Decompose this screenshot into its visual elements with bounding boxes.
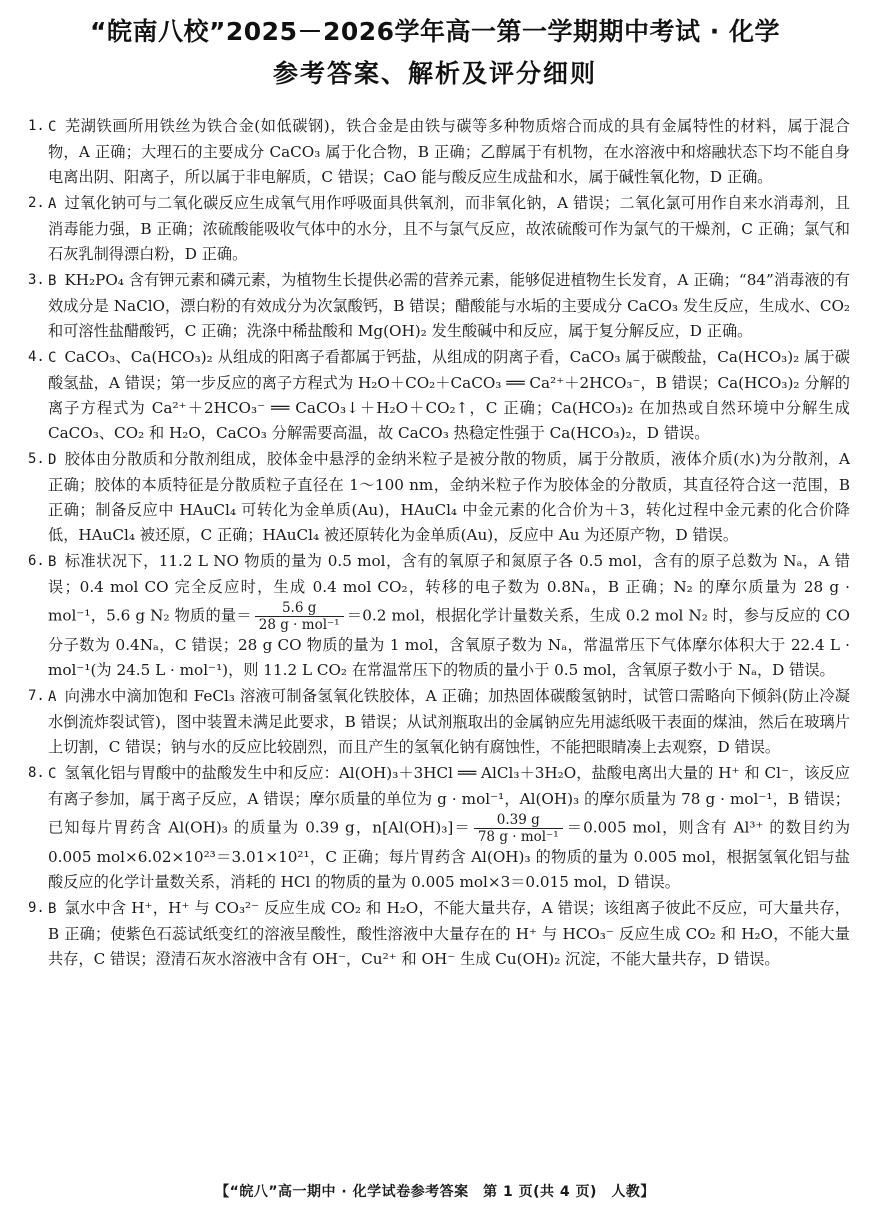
answer-item-3: [28, 268, 850, 344]
page-title: “皖南八校”2025－2026学年高一第一学期期中考试 · 化学: [90, 17, 780, 46]
answer-explanation: 过氧化钠可与二氧化碳反应生成氧气用作呼吸面具供氧剂，而非氧化钠，A 错误；二氧化氯可用作自来水消毒剂，且消毒能力强，B 正确；浓硫酸能吸收气体中的水分，且不与氯气反应，故浓硫酸可作为氯气的干燥剂，C 正确；氯气和石灰乳制得漂白粉，D 正确。: [48, 194, 850, 263]
fraction-denominator: 28 g · mol⁻¹: [258, 617, 340, 633]
fraction: [474, 812, 563, 845]
answer-explanation: 标准状况下，11.2 L NO 物质的量为 0.5 mol，含有的氧原子和氮原子各 0.5 mol，含有的原子总数为 Nₐ，A 错误；0.4 mol CO 完全反应时，生成 0.4 mol CO₂，转移的电子数为 0.8Nₐ，B 正确；N₂ 的摩尔质量为 28 g · mol⁻¹，5.6 g N₂ 物质的量＝: [48, 552, 850, 625]
answer-choice: B: [48, 273, 57, 289]
question-number: 2.: [28, 195, 45, 211]
page-subtitle: 参考答案、解析及评分细则: [272, 59, 597, 88]
answer-choice: A: [48, 196, 57, 212]
question-number: 6.: [28, 553, 45, 569]
question-number: 3.: [28, 272, 45, 288]
question-number: 4.: [28, 349, 45, 365]
answer-item-5: [28, 447, 850, 548]
answer-explanation: 向沸水中滴加饱和 FeCl₃ 溶液可制备氢氧化铁胶体，A 正确；加热固体碳酸氢钠时，试管口需略向下倾斜(防止冷凝水倒流炸裂试管)，图中装置未满足此要求，B 错误；从试剂瓶取出的金属钠应先用滤纸吸干表面的煤油，然后在玻璃片上切割，C 错误；钠与水的反应比较剧烈，而且产生的氢氧化钠有腐蚀性，不能把眼睛凑上去观察，D 错误。: [48, 687, 850, 756]
answer-explanation: CaCO₃、Ca(HCO₃)₂ 从组成的阳离子看都属于钙盐，从组成的阴离子看，CaCO₃ 属于碳酸盐，Ca(HCO₃)₂ 属于碳酸氢盐，A 错误；第一步反应的离子方程式为 H₂O＋CO₂＋CaCO₃ ══ Ca²⁺＋2HCO₃⁻，B 错误；Ca(HCO₃)₂ 分解的离子方程式为 Ca²⁺＋2HCO₃⁻ ══ CaCO₃↓＋H₂O＋CO₂↑，C 正确；Ca(HCO₃)₂ 在加热或自然环境中分解生成 CaCO₃、CO₂ 和 H₂O，CaCO₃ 分解需要高温，故 CaCO₃ 热稳定性强于 Ca(HCO₃)₂，D 错误。: [48, 348, 850, 442]
answer-explanation: 氯水中含 H⁺，H⁺ 与 CO₃²⁻ 反应生成 CO₂ 和 H₂O，不能大量共存，A 错误；该组离子彼此不反应，可大量共存，B 正确；使紫色石蕊试纸变红的溶液呈酸性，酸性溶液中大量存在的 H⁺ 与 HCO₃⁻ 反应生成 CO₂ 和 H₂O，不能大量共存，C 错误；澄清石灰水溶液中含有 OH⁻，Cu²⁺ 和 OH⁻ 生成 Cu(OH)₂ 沉淀，不能大量共存，D 错误。: [48, 899, 850, 968]
answer-explanation: KH₂PO₄ 含有钾元素和磷元素，为植物生长提供必需的营养元素，能够促进植物生长发育，A 正确；“84”消毒液的有效成分是 NaClO，漂白粉的有效成分为次氯酸钙，B 错误；醋酸能与水垢的主要成分 CaCO₃ 发生反应，生成水、CO₂ 和可溶性盐醋酸钙，C 正确；洗涤中稀盐酸和 Mg(OH)₂ 发生酸碱中和反应，属于复分解反应，D 正确。: [48, 271, 850, 340]
answer-item-7: [28, 684, 850, 760]
answer-choice: D: [48, 452, 57, 468]
fraction-denominator: 78 g · mol⁻¹: [477, 829, 559, 845]
answer-choice: B: [48, 901, 57, 917]
answer-choice: C: [48, 766, 57, 782]
answer-item-6: [28, 549, 850, 683]
answer-item-2: [28, 191, 850, 267]
answer-choice: A: [48, 689, 57, 705]
answer-explanation-cont: ＝0.2 mol，根据化学计量数关系，生成 0.2 mol N₂ 时，参与反应的 CO 分子数为 0.4Nₐ，C 错误；28 g CO 物质的量为 1 mol，含氧原子数为 Nₐ，常温常压下气体摩尔体积大于 22.4 L · mol⁻¹(为 24.5 L · mol⁻¹)，则 11.2 L CO₂ 在常温常压下的物质的量小于 0.5 mol，含氧原子数小于 Nₐ，D 错误。: [48, 606, 850, 679]
question-number: 9.: [28, 900, 45, 916]
answer-choice: B: [48, 554, 57, 570]
fraction-numerator: 5.6 g: [255, 600, 344, 617]
answer-item-4: [28, 345, 850, 446]
question-number: 1.: [28, 118, 45, 134]
answer-choice: C: [48, 119, 57, 135]
answer-explanation: 芜湖铁画所用铁丝为铁合金(如低碳钢)，铁合金是由铁与碳等多种物质熔合而成的具有金属特性的材料，属于混合物，A 正确；大理石的主要成分 CaCO₃ 属于化合物，B 正确；乙醇属于有机物，在水溶液中和熔融状态下均不能自身电离出阴、阳离子，所以属于非电解质，C 错误；CaO 能与酸反应生成盐和水，属于碱性氧化物，D 正确。: [48, 117, 850, 186]
page-footer: 【“皖八”高一期中 · 化学试卷参考答案 第 1 页(共 4 页) 人教】: [215, 1184, 655, 1200]
question-number: 8.: [28, 765, 45, 781]
fraction-numerator: 0.39 g: [474, 812, 563, 829]
question-number: 5.: [28, 451, 45, 467]
question-number: 7.: [28, 688, 45, 704]
answer-item-1: [28, 114, 850, 190]
answer-item-8: [28, 761, 850, 895]
answer-explanation-cont: ＝0.005 mol，则含有 Al³⁺ 的数目约为 0.005 mol×6.02×10²³＝3.01×10²¹，C 正确；每片胃药含 Al(OH)₃ 的物质的量为 0.005 mol，根据氢氧化铝与盐酸反应的化学计量数关系，消耗的 HCl 的物质的量为 0.005 mol×3＝0.015 mol，D 错误。: [48, 818, 851, 891]
answer-item-9: [28, 896, 850, 972]
answer-list: [28, 114, 850, 972]
fraction: [255, 600, 344, 633]
answer-explanation: 胶体由分散质和分散剂组成，胶体金中悬浮的金纳米粒子是被分散的物质，属于分散质，液体介质(水)为分散剂，A 正确；胶体的本质特征是分散质粒子直径在 1～100 nm，金纳米粒子作为胶体金的分散质，其直径符合这一范围，B 正确；制备反应中 HAuCl₄ 可转化为金单质(Au)，HAuCl₄ 中金元素的化合价为＋3，转化过程中金元素的化合价降低，HAuCl₄ 被还原，C 正确；HAuCl₄ 被还原转化为金单质(Au)，反应中 Au 为还原产物，D 错误。: [48, 450, 850, 544]
answer-explanation: 氢氧化铝与胃酸中的盐酸发生中和反应：Al(OH)₃＋3HCl ══ AlCl₃＋3H₂O，盐酸电离出大量的 H⁺ 和 Cl⁻，该反应有离子参加，属于离子反应，A 错误；摩尔质量的单位为 g · mol⁻¹，Al(OH)₃ 的摩尔质量为 78 g · mol⁻¹，B 错误；已知每片胃药含 Al(OH)₃ 的质量为 0.39 g，n[Al(OH)₃]＝: [48, 764, 850, 837]
answer-choice: C: [48, 350, 57, 366]
